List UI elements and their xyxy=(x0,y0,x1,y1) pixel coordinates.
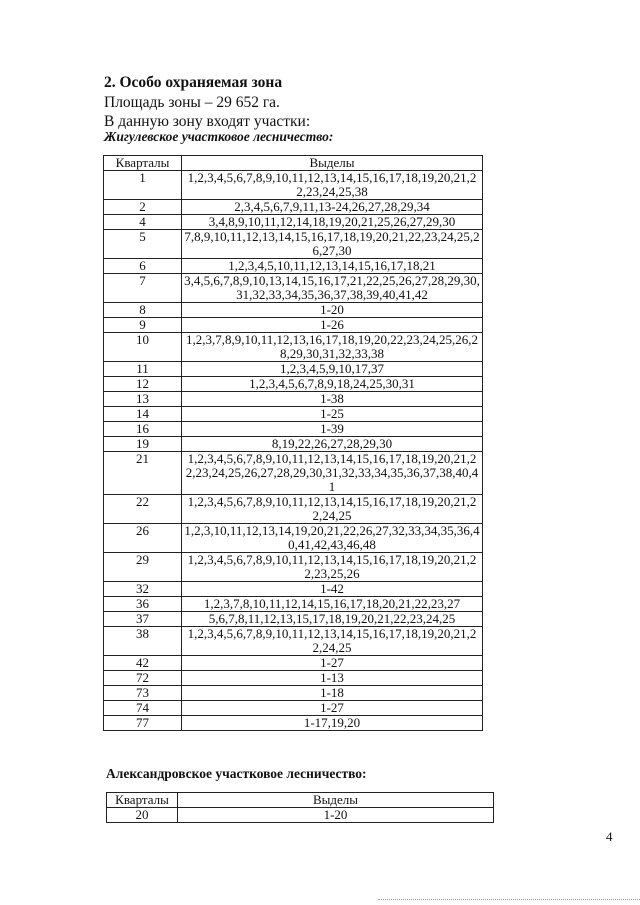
quarter-number: 16 xyxy=(104,422,182,437)
quarter-number: 32 xyxy=(104,582,182,597)
quarter-number: 12 xyxy=(104,377,182,392)
table-row xyxy=(104,422,483,437)
header-kvartaly: Кварталы xyxy=(104,156,182,171)
table-row xyxy=(104,230,483,259)
table-row xyxy=(104,686,483,701)
table-row xyxy=(104,171,483,200)
allotments-list: 1-27 xyxy=(182,656,483,671)
table-row xyxy=(104,200,483,215)
quarter-number: 21 xyxy=(104,452,182,495)
quarter-number: 13 xyxy=(104,392,182,407)
forestry-aleksandrovskoe-title: Александровское участковое лесничество: xyxy=(106,766,367,781)
quarter-number: 37 xyxy=(104,612,182,627)
quarter-number: 7 xyxy=(104,274,182,303)
quarter-number: 20 xyxy=(107,808,178,823)
quarter-number: 72 xyxy=(104,671,182,686)
zone-area-text: Площадь зоны – 29 652 га. xyxy=(104,94,280,111)
quarter-number: 2 xyxy=(104,200,182,215)
table-row xyxy=(104,582,483,597)
allotments-list: 1,2,3,4,5,6,7,8,9,10,11,12,13,14,15,16,17,18,19,20,21,22,23,24,25,26,27,28,29,30,31,32,33,34,35,36,37,38,40,41 xyxy=(182,452,483,495)
allotments-list: 8,19,22,26,27,28,29,30 xyxy=(182,437,483,452)
allotments-list: 1,2,3,4,5,6,7,8,9,10,11,12,13,14,15,16,17,18,19,20,21,22,23,25,26 xyxy=(182,553,483,582)
allotments-list: 2,3,4,5,6,7,9,11,13-24,26,27,28,29,34 xyxy=(182,200,483,215)
quarter-number: 9 xyxy=(104,318,182,333)
table-row xyxy=(104,656,483,671)
table-row xyxy=(104,303,483,318)
quarter-number: 38 xyxy=(104,627,182,656)
quarter-number: 4 xyxy=(104,215,182,230)
table-row xyxy=(104,377,483,392)
quarter-number: 11 xyxy=(104,362,182,377)
quarter-number: 42 xyxy=(104,656,182,671)
allotments-list: 1,2,3,4,5,6,7,8,9,10,11,12,13,14,15,16,17,18,19,20,21,22,23,24,25,38 xyxy=(182,171,483,200)
table-row xyxy=(104,553,483,582)
quarter-number: 5 xyxy=(104,230,182,259)
allotments-list: 1-17,19,20 xyxy=(182,716,483,731)
allotments-list: 7,8,9,10,11,12,13,14,15,16,17,18,19,20,21,22,23,24,25,26,27,30 xyxy=(182,230,483,259)
allotments-list: 1-39 xyxy=(182,422,483,437)
table-row xyxy=(104,318,483,333)
quarter-number: 14 xyxy=(104,407,182,422)
allotments-list: 5,6,7,8,11,12,13,15,17,18,19,20,21,22,23,24,25 xyxy=(182,612,483,627)
table-row xyxy=(104,452,483,495)
table-row xyxy=(107,808,494,823)
table-header-row xyxy=(107,793,494,808)
forestry-zhigulevskoe-title: Жигулевское участковое лесничество: xyxy=(104,129,334,144)
table-row xyxy=(104,362,483,377)
allotments-list: 1-18 xyxy=(182,686,483,701)
allotments-list: 1,2,3,10,11,12,13,14,19,20,21,22,26,27,32,33,34,35,36,40,41,42,43,46,48 xyxy=(182,524,483,553)
quarter-number: 77 xyxy=(104,716,182,731)
allotments-list: 3,4,5,6,7,8,9,10,13,14,15,16,17,21,22,25,26,27,28,29,30,31,32,33,34,35,36,37,38,39,40,41,42 xyxy=(182,274,483,303)
table-row xyxy=(104,392,483,407)
table-row xyxy=(104,612,483,627)
table-row xyxy=(104,597,483,612)
table-row xyxy=(104,333,483,362)
allotments-list: 1,2,3,7,8,9,10,11,12,13,16,17,18,19,20,22,23,24,25,26,28,29,30,31,32,33,38 xyxy=(182,333,483,362)
quarter-number: 29 xyxy=(104,553,182,582)
zhigulevskoe-quarters-table xyxy=(103,155,483,731)
table-row xyxy=(104,495,483,524)
allotments-list: 1-20 xyxy=(182,303,483,318)
quarter-number: 6 xyxy=(104,259,182,274)
allotments-list: 3,4,8,9,10,11,12,14,18,19,20,21,25,26,27,29,30 xyxy=(182,215,483,230)
quarter-number: 10 xyxy=(104,333,182,362)
table-row xyxy=(104,259,483,274)
page-number: 4 xyxy=(606,829,613,844)
allotments-list: 1-13 xyxy=(182,671,483,686)
footer-divider xyxy=(378,899,640,900)
allotments-list: 1,2,3,4,5,6,7,8,9,10,11,12,13,14,15,16,17,18,19,20,21,22,24,25 xyxy=(182,495,483,524)
allotments-list: 1,2,3,4,5,10,11,12,13,14,15,16,17,18,21 xyxy=(182,259,483,274)
header-vydely: Выделы xyxy=(182,156,483,171)
quarter-number: 26 xyxy=(104,524,182,553)
table-header-row xyxy=(104,156,483,171)
table-row xyxy=(104,437,483,452)
quarter-number: 36 xyxy=(104,597,182,612)
allotments-list: 1-25 xyxy=(182,407,483,422)
aleksandrovskoe-quarters-table xyxy=(106,792,494,823)
quarter-number: 19 xyxy=(104,437,182,452)
table-row xyxy=(104,407,483,422)
table-row xyxy=(104,524,483,553)
allotments-list: 1-27 xyxy=(182,701,483,716)
table-row xyxy=(104,716,483,731)
allotments-list: 1-20 xyxy=(178,808,494,823)
allotments-list: 1,2,3,7,8,10,11,12,14,15,16,17,18,20,21,22,23,27 xyxy=(182,597,483,612)
allotments-list: 1,2,3,4,5,9,10,17,37 xyxy=(182,362,483,377)
table-row xyxy=(104,627,483,656)
table-row xyxy=(104,671,483,686)
allotments-list: 1,2,3,4,5,6,7,8,9,18,24,25,30,31 xyxy=(182,377,483,392)
section-title: 2. Особо охраняемая зона xyxy=(104,74,283,91)
quarter-number: 8 xyxy=(104,303,182,318)
quarter-number: 73 xyxy=(104,686,182,701)
allotments-list: 1-26 xyxy=(182,318,483,333)
table-row xyxy=(104,215,483,230)
allotments-list: 1-38 xyxy=(182,392,483,407)
quarter-number: 1 xyxy=(104,171,182,200)
allotments-list: 1,2,3,4,5,6,7,8,9,10,11,12,13,14,15,16,17,18,19,20,21,22,24,25 xyxy=(182,627,483,656)
header-vydely: Выделы xyxy=(178,793,494,808)
header-kvartaly: Кварталы xyxy=(107,793,178,808)
allotments-list: 1-42 xyxy=(182,582,483,597)
quarter-number: 22 xyxy=(104,495,182,524)
zone-includes-text: В данную зону входят участки: xyxy=(104,113,311,130)
table-row xyxy=(104,701,483,716)
table-row xyxy=(104,274,483,303)
quarter-number: 74 xyxy=(104,701,182,716)
